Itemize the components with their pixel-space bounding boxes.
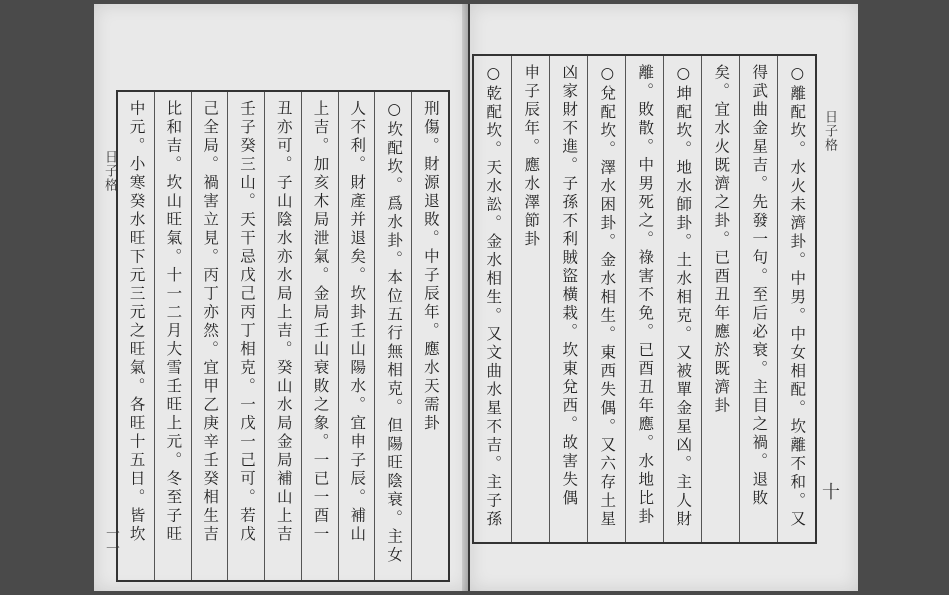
left-running-title: 日子格 (102, 150, 117, 192)
text-column: 離。敗散。中男死之。祿害不免。已酉丑年應。水地比卦 (625, 56, 663, 542)
left-page-number: 一一 (104, 526, 120, 556)
right-text-frame (472, 54, 817, 544)
text-column: ○坤配坎。地水師卦。土水相克。又被單金星凶。主人財 (663, 56, 701, 542)
text-column: 申子辰年。應水澤節卦 (511, 56, 549, 542)
text-column: ○離配坎。水火未濟卦。中男。中女相配。坎離不和。又 (777, 56, 815, 542)
right-page (470, 4, 858, 591)
text-column: 上吉。加亥木局泄氣。金局壬山衰敗之象。一已一酉一 (301, 92, 338, 580)
text-column: 刑傷。財源退敗。中子辰年。應水天需卦 (411, 92, 448, 580)
right-running-title: 日子格 (822, 110, 837, 152)
right-page-number: 十 (819, 482, 840, 501)
text-column: 得武曲金星吉。先發一句。至后必衰。主目之禍。退敗 (739, 56, 777, 542)
text-column: 中元。小寒癸水旺下元三元之旺氣。各旺十五日。皆坎 (127, 100, 146, 544)
text-column: ○坎配坎。爲水卦。本位五行無相克。但陽旺陰衰。主女 (374, 92, 411, 580)
text-column: ○兌配坎。澤水困卦。金水相生。東西失偶。又六存土星 (587, 56, 625, 542)
text-column: 凶家財不進。子孫不利賊盜橫栽。坎東兌西。故害失偶 (549, 56, 587, 542)
text-column: 比和吉。坎山旺氣。十一二月大雪壬旺上元。冬至子旺 (154, 92, 191, 580)
left-page (94, 4, 468, 591)
text-column: 己全局。禍害立見。丙丁亦然。宜甲乙庚辛壬癸相生吉 (191, 92, 228, 580)
left-text-frame (116, 90, 450, 582)
text-column: 人不利。財產并退矣。坎卦壬山陽水。宜申子辰。補山 (338, 92, 375, 580)
text-column: 矣。宜水火既濟之卦。已酉丑年應於既濟卦 (701, 56, 739, 542)
text-column: 丑亦可。子山陰水亦水局上吉。癸山水局金局補山上吉 (264, 92, 301, 580)
text-column: ○乾配坎。天水訟。金水相生。又文曲水星不吉。主子孫 (484, 64, 503, 529)
text-column: 壬子癸三山。天干忌戊己丙丁相克。一戊一己可。若戊 (227, 92, 264, 580)
